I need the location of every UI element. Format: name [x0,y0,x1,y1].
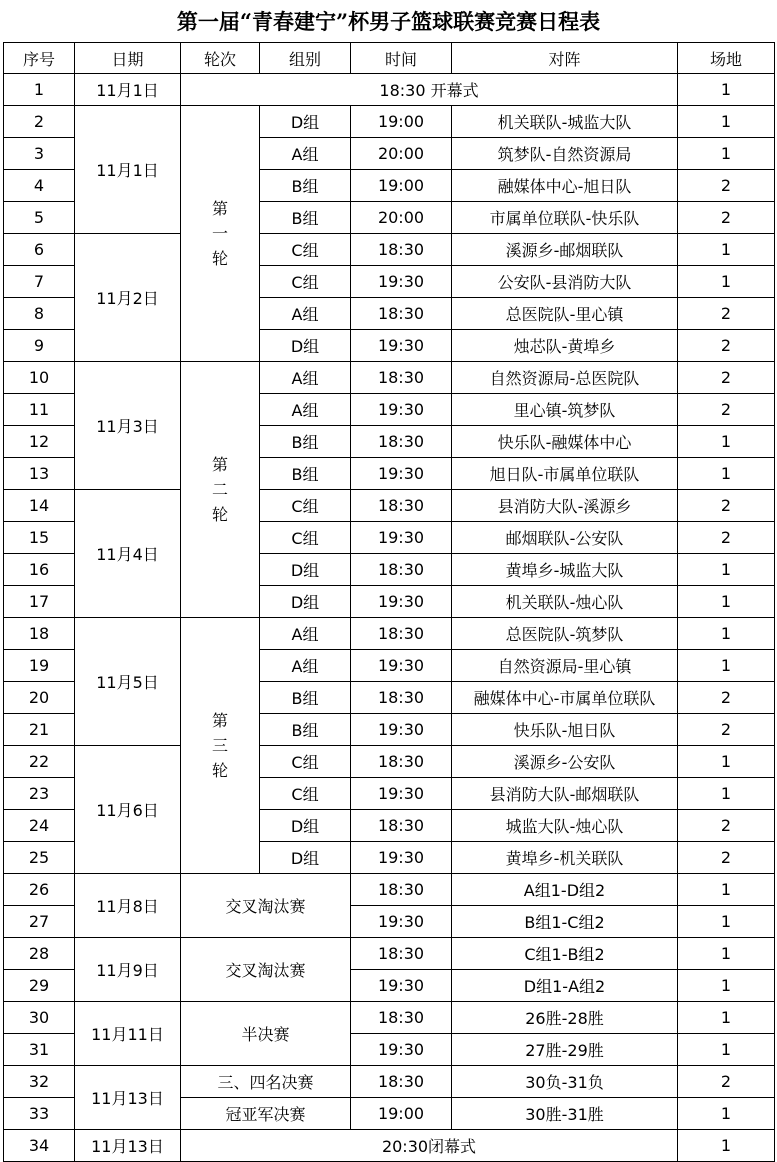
cell-no: 34 [4,1130,75,1162]
cell-no: 2 [4,106,75,138]
cell-no: 15 [4,522,75,554]
cell-no: 11 [4,394,75,426]
cell-no: 20 [4,682,75,714]
cell-group: B组 [260,170,351,202]
cell-group: B组 [260,714,351,746]
cell-venue: 2 [678,202,775,234]
cell-match: 30负-31负 [452,1066,678,1098]
cell-time: 18:30 [351,1066,452,1098]
cell-venue: 1 [678,1130,775,1162]
schedule-table [3,42,775,1162]
cell-venue: 1 [678,650,775,682]
cell-venue: 1 [678,618,775,650]
cell-time: 19:30 [351,970,452,1002]
cell-venue: 1 [678,778,775,810]
cell-group: B组 [260,202,351,234]
cell-match: 总医院队-筑梦队 [452,618,678,650]
cell-no: 4 [4,170,75,202]
cell-match: 机关联队-烛心队 [452,586,678,618]
round-char: 三 [211,736,228,755]
table-row [4,746,775,778]
cell-time: 18:30 [351,618,452,650]
cell-date: 11月1日 [75,106,181,234]
cell-group: D组 [260,106,351,138]
cell-match: 黄埠乡-机关联队 [452,842,678,874]
cell-venue: 1 [678,970,775,1002]
cell-group: A组 [260,618,351,650]
cell-time: 19:30 [351,650,452,682]
cell-group: A组 [260,298,351,330]
cell-no: 10 [4,362,75,394]
cell-time: 18:30 [351,938,452,970]
cell-no: 19 [4,650,75,682]
table-row [4,234,775,266]
cell-match: 30胜-31胜 [452,1098,678,1130]
column-header-venue: 场地 [678,43,775,74]
cell-match: 旭日队-市属单位联队 [452,458,678,490]
round-char: 第 [211,711,228,730]
cell-no: 16 [4,554,75,586]
cell-date: 11月4日 [75,490,181,618]
round-char: 一 [211,224,228,243]
cell-group: D组 [260,330,351,362]
cell-date: 11月13日 [75,1066,181,1130]
cell-time: 18:30 [351,810,452,842]
cell-time: 18:30 [351,490,452,522]
cell-venue: 2 [678,170,775,202]
cell-no: 21 [4,714,75,746]
cell-match: 黄埠乡-城监大队 [452,554,678,586]
cell-match: 融媒体中心-市属单位联队 [452,682,678,714]
cell-match: 公安队-县消防大队 [452,266,678,298]
cell-time: 18:30 [351,746,452,778]
cell-no: 1 [4,74,75,106]
cell-match: A组1-D组2 [452,874,678,906]
cell-no: 29 [4,970,75,1002]
cell-no: 12 [4,426,75,458]
cell-group: D组 [260,842,351,874]
cell-match: 城监大队-烛心队 [452,810,678,842]
cell-time: 19:30 [351,714,452,746]
cell-time: 19:30 [351,586,452,618]
cell-venue: 2 [678,714,775,746]
cell-match: 烛芯队-黄埠乡 [452,330,678,362]
cell-no: 3 [4,138,75,170]
cell-match: 自然资源局-总医院队 [452,362,678,394]
cell-time: 19:30 [351,266,452,298]
column-header-round: 轮次 [181,43,260,74]
cell-round [181,106,260,362]
cell-stage: 三、四名决赛 [181,1066,351,1098]
opening-row [4,74,775,106]
column-header-match: 对阵 [452,43,678,74]
cell-group: D组 [260,554,351,586]
cell-no: 8 [4,298,75,330]
cell-time: 19:30 [351,842,452,874]
cell-no: 6 [4,234,75,266]
cell-group: B组 [260,682,351,714]
cell-group: C组 [260,746,351,778]
cell-venue: 1 [678,106,775,138]
cell-no: 25 [4,842,75,874]
round-char: 二 [211,480,228,499]
cell-venue: 2 [678,1066,775,1098]
cell-group: A组 [260,650,351,682]
cell-stage: 交叉淘汰赛 [181,874,351,938]
cell-no: 23 [4,778,75,810]
table-row [4,618,775,650]
cell-no: 32 [4,1066,75,1098]
cell-venue: 1 [678,906,775,938]
cell-match: 快乐队-旭日队 [452,714,678,746]
cell-venue: 1 [678,458,775,490]
column-header-time: 时间 [351,43,452,74]
cell-venue: 2 [678,810,775,842]
cell-group: C组 [260,778,351,810]
cell-no: 28 [4,938,75,970]
cell-no: 9 [4,330,75,362]
cell-venue: 1 [678,266,775,298]
cell-venue: 2 [678,394,775,426]
cell-time: 19:00 [351,106,452,138]
cell-no: 13 [4,458,75,490]
round-char: 轮 [211,761,228,780]
cell-time: 18:30 [351,234,452,266]
cell-stage: 半决赛 [181,1002,351,1066]
cell-no: 27 [4,906,75,938]
cell-group: C组 [260,490,351,522]
cell-time: 18:30 [351,426,452,458]
cell-group: D组 [260,586,351,618]
column-header-group: 组别 [260,43,351,74]
cell-match: 里心镇-筑梦队 [452,394,678,426]
cell-venue: 1 [678,138,775,170]
header-row [4,43,775,74]
cell-venue: 1 [678,554,775,586]
cell-group: B组 [260,426,351,458]
cell-match: 快乐队-融媒体中心 [452,426,678,458]
cell-venue: 1 [678,74,775,106]
cell-group: A组 [260,394,351,426]
table-row [4,938,775,970]
cell-time: 19:00 [351,1098,452,1130]
cell-no: 24 [4,810,75,842]
cell-event: 18:30 开幕式 [181,74,678,106]
cell-time: 18:30 [351,874,452,906]
closing-row [4,1130,775,1162]
cell-group: A组 [260,138,351,170]
cell-event: 20:30闭幕式 [181,1130,678,1162]
cell-time: 19:30 [351,1034,452,1066]
cell-group: C组 [260,234,351,266]
cell-group: B组 [260,458,351,490]
cell-no: 5 [4,202,75,234]
page-title: 第一届“青春建宁”杯男子篮球联赛竞赛日程表 [176,9,601,34]
cell-match: 融媒体中心-旭日队 [452,170,678,202]
cell-time: 18:30 [351,1002,452,1034]
cell-group: C组 [260,266,351,298]
cell-no: 22 [4,746,75,778]
table-row [4,1066,775,1098]
round-char: 轮 [211,249,228,268]
cell-date: 11月1日 [75,74,181,106]
cell-match: 溪源乡-公安队 [452,746,678,778]
cell-venue: 2 [678,362,775,394]
cell-round [181,618,260,874]
cell-time: 19:30 [351,458,452,490]
cell-date: 11月8日 [75,874,181,938]
cell-date: 11月9日 [75,938,181,1002]
round-char: 轮 [211,505,228,524]
cell-round [181,362,260,618]
cell-match: D组1-A组2 [452,970,678,1002]
cell-date: 11月11日 [75,1002,181,1066]
table-row [4,874,775,906]
column-header-date: 日期 [75,43,181,74]
cell-match: 26胜-28胜 [452,1002,678,1034]
cell-venue: 1 [678,746,775,778]
cell-stage: 冠亚军决赛 [181,1098,351,1130]
table-row [4,106,775,138]
cell-no: 33 [4,1098,75,1130]
cell-no: 18 [4,618,75,650]
cell-match: 27胜-29胜 [452,1034,678,1066]
cell-no: 31 [4,1034,75,1066]
cell-venue: 1 [678,234,775,266]
cell-match: 市属单位联队-快乐队 [452,202,678,234]
cell-match: 机关联队-城监大队 [452,106,678,138]
cell-time: 18:30 [351,298,452,330]
cell-venue: 1 [678,1098,775,1130]
cell-time: 20:00 [351,202,452,234]
cell-venue: 1 [678,1034,775,1066]
cell-no: 17 [4,586,75,618]
cell-date: 11月13日 [75,1130,181,1162]
cell-no: 26 [4,874,75,906]
cell-match: 筑梦队-自然资源局 [452,138,678,170]
cell-venue: 2 [678,522,775,554]
cell-no: 30 [4,1002,75,1034]
cell-date: 11月2日 [75,234,181,362]
cell-time: 20:00 [351,138,452,170]
cell-time: 18:30 [351,682,452,714]
cell-venue: 2 [678,330,775,362]
cell-no: 14 [4,490,75,522]
cell-time: 18:30 [351,554,452,586]
cell-time: 19:30 [351,906,452,938]
cell-date: 11月3日 [75,362,181,490]
cell-time: 19:30 [351,330,452,362]
cell-time: 19:30 [351,778,452,810]
cell-match: 自然资源局-里心镇 [452,650,678,682]
cell-time: 18:30 [351,362,452,394]
cell-match: 邮烟联队-公安队 [452,522,678,554]
cell-venue: 1 [678,938,775,970]
round-char: 第 [211,199,228,218]
cell-match: B组1-C组2 [452,906,678,938]
cell-match: 溪源乡-邮烟联队 [452,234,678,266]
cell-match: 县消防大队-邮烟联队 [452,778,678,810]
cell-venue: 2 [678,298,775,330]
cell-match: C组1-B组2 [452,938,678,970]
cell-venue: 1 [678,874,775,906]
cell-group: C组 [260,522,351,554]
cell-venue: 2 [678,682,775,714]
cell-time: 19:00 [351,170,452,202]
cell-group: A组 [260,362,351,394]
cell-no: 7 [4,266,75,298]
cell-venue: 1 [678,1002,775,1034]
cell-venue: 1 [678,586,775,618]
column-header-no: 序号 [4,43,75,74]
cell-date: 11月6日 [75,746,181,874]
cell-stage: 交叉淘汰赛 [181,938,351,1002]
cell-date: 11月5日 [75,618,181,746]
cell-group: D组 [260,810,351,842]
cell-venue: 2 [678,842,775,874]
cell-time: 19:30 [351,522,452,554]
cell-venue: 2 [678,490,775,522]
table-row [4,1002,775,1034]
table-row [4,490,775,522]
round-char: 第 [211,455,228,474]
table-row [4,362,775,394]
cell-venue: 1 [678,426,775,458]
cell-match: 总医院队-里心镇 [452,298,678,330]
cell-time: 19:30 [351,394,452,426]
cell-match: 县消防大队-溪源乡 [452,490,678,522]
